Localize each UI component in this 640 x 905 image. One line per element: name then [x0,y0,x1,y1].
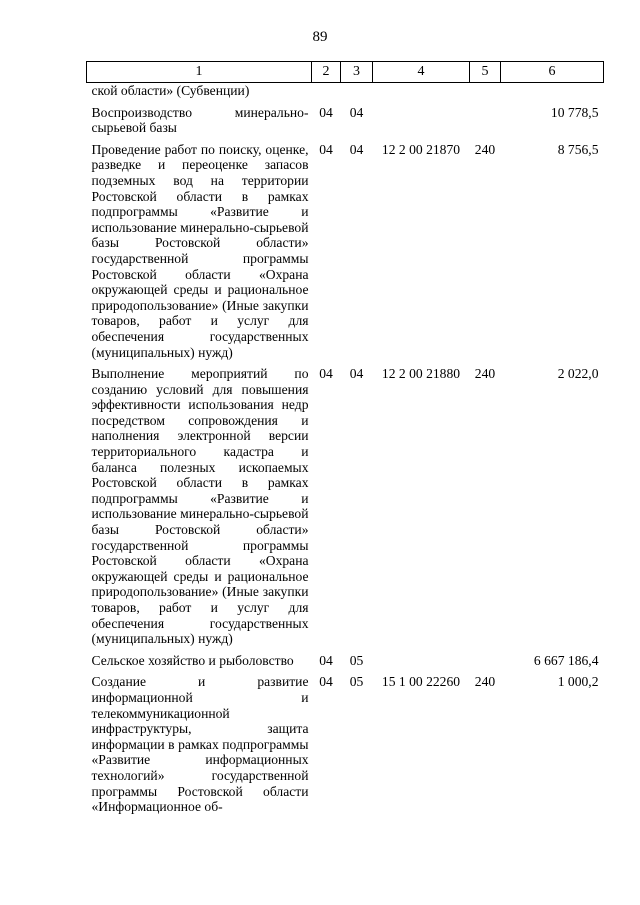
row-target-article [373,99,470,136]
budget-table [86,61,604,815]
row-target-article: 15 1 00 22260 [381,674,461,690]
row-amount: 1 000,2 [557,674,599,690]
row-subsection: 04 [349,366,364,382]
row-subsection: 05 [349,652,364,668]
row-amount: 2 022,0 [557,366,599,382]
row-name: Сельское хозяйство и рыболовство [91,652,294,668]
table-row [87,83,604,99]
table-row [87,647,604,669]
row-expense-type: 240 [474,674,496,690]
row-subsection: 04 [349,141,364,157]
row-subsection: 04 [349,104,364,120]
row-subsection: 05 [349,674,364,690]
row-name: Проведение работ по поиску, оценке, разведке и переоценке запасов подземных вод на территории Ростовской области в рамках подпрограммы «Развитие и использование минерально-сырьевой базы Ростовской области» государственной программы Ростовской области «Охрана окружающей среды и рациональное природопользование» (Иные закупки товаров, работ и услуг для обеспечения государственных (муниципальных) нужд) [91,141,309,360]
table-row [87,360,604,647]
row-section: 04 [319,104,333,120]
row-section: 04 [319,652,333,668]
page-number: 89 [312,29,328,45]
row-name: Воспроизводство минерально-сырьевой базы [91,104,309,136]
table-row [87,99,604,136]
row-target-article: 12 2 00 21880 [381,366,461,382]
column-header-expense-type: 5 [470,62,501,83]
row-amount: 6 667 186,4 [533,652,599,668]
column-header-target-article: 4 [373,62,470,83]
column-header-name: 1 [87,62,312,83]
row-expense-type [470,99,501,136]
row-section: 04 [319,141,333,157]
row-name: Создание и развитие информационной и телекоммуникационной инфраструктуры, защита информации в рамках подпрограммы «Развитие информационных технологий» государственной программы Ростовской области «Информационное об- [91,674,309,815]
row-section: 04 [319,366,333,382]
row-amount: 8 756,5 [557,141,599,157]
row-expense-type: 240 [474,366,496,382]
column-header-section: 2 [312,62,341,83]
row-expense-type [470,647,501,669]
table-row [87,668,604,814]
row-expense-type [470,83,501,99]
row-amount: 10 778,5 [550,104,599,120]
row-target-article [373,83,470,99]
table-row [87,136,604,360]
row-target-article: 12 2 00 21870 [381,141,461,157]
row-expense-type: 240 [474,141,496,157]
row-amount [501,83,604,99]
row-subsection [341,83,373,99]
row-name: ской области» (Субвенции) [91,83,250,98]
row-section: 04 [319,674,333,690]
column-number-row [87,62,604,83]
column-header-amount: 6 [501,62,604,83]
column-header-subsection: 3 [341,62,373,83]
row-name: Выполнение мероприятий по созданию условий для повышения эффективности использования недр посредством сопровождения и наполнения электронной версии территориального кадастра и баланса полезных ископаемых Ростовской области в рамках подпрограммы «Развитие и использование минерально-сырьевой базы Ростовской области» государственной программы Ростовской области «Охрана окружающей среды и рациональное природопользование» (Иные закупки товаров, работ и услуг для обеспечения государственных (муниципальных) нужд) [91,366,309,647]
row-target-article [373,647,470,669]
row-section [312,83,341,99]
